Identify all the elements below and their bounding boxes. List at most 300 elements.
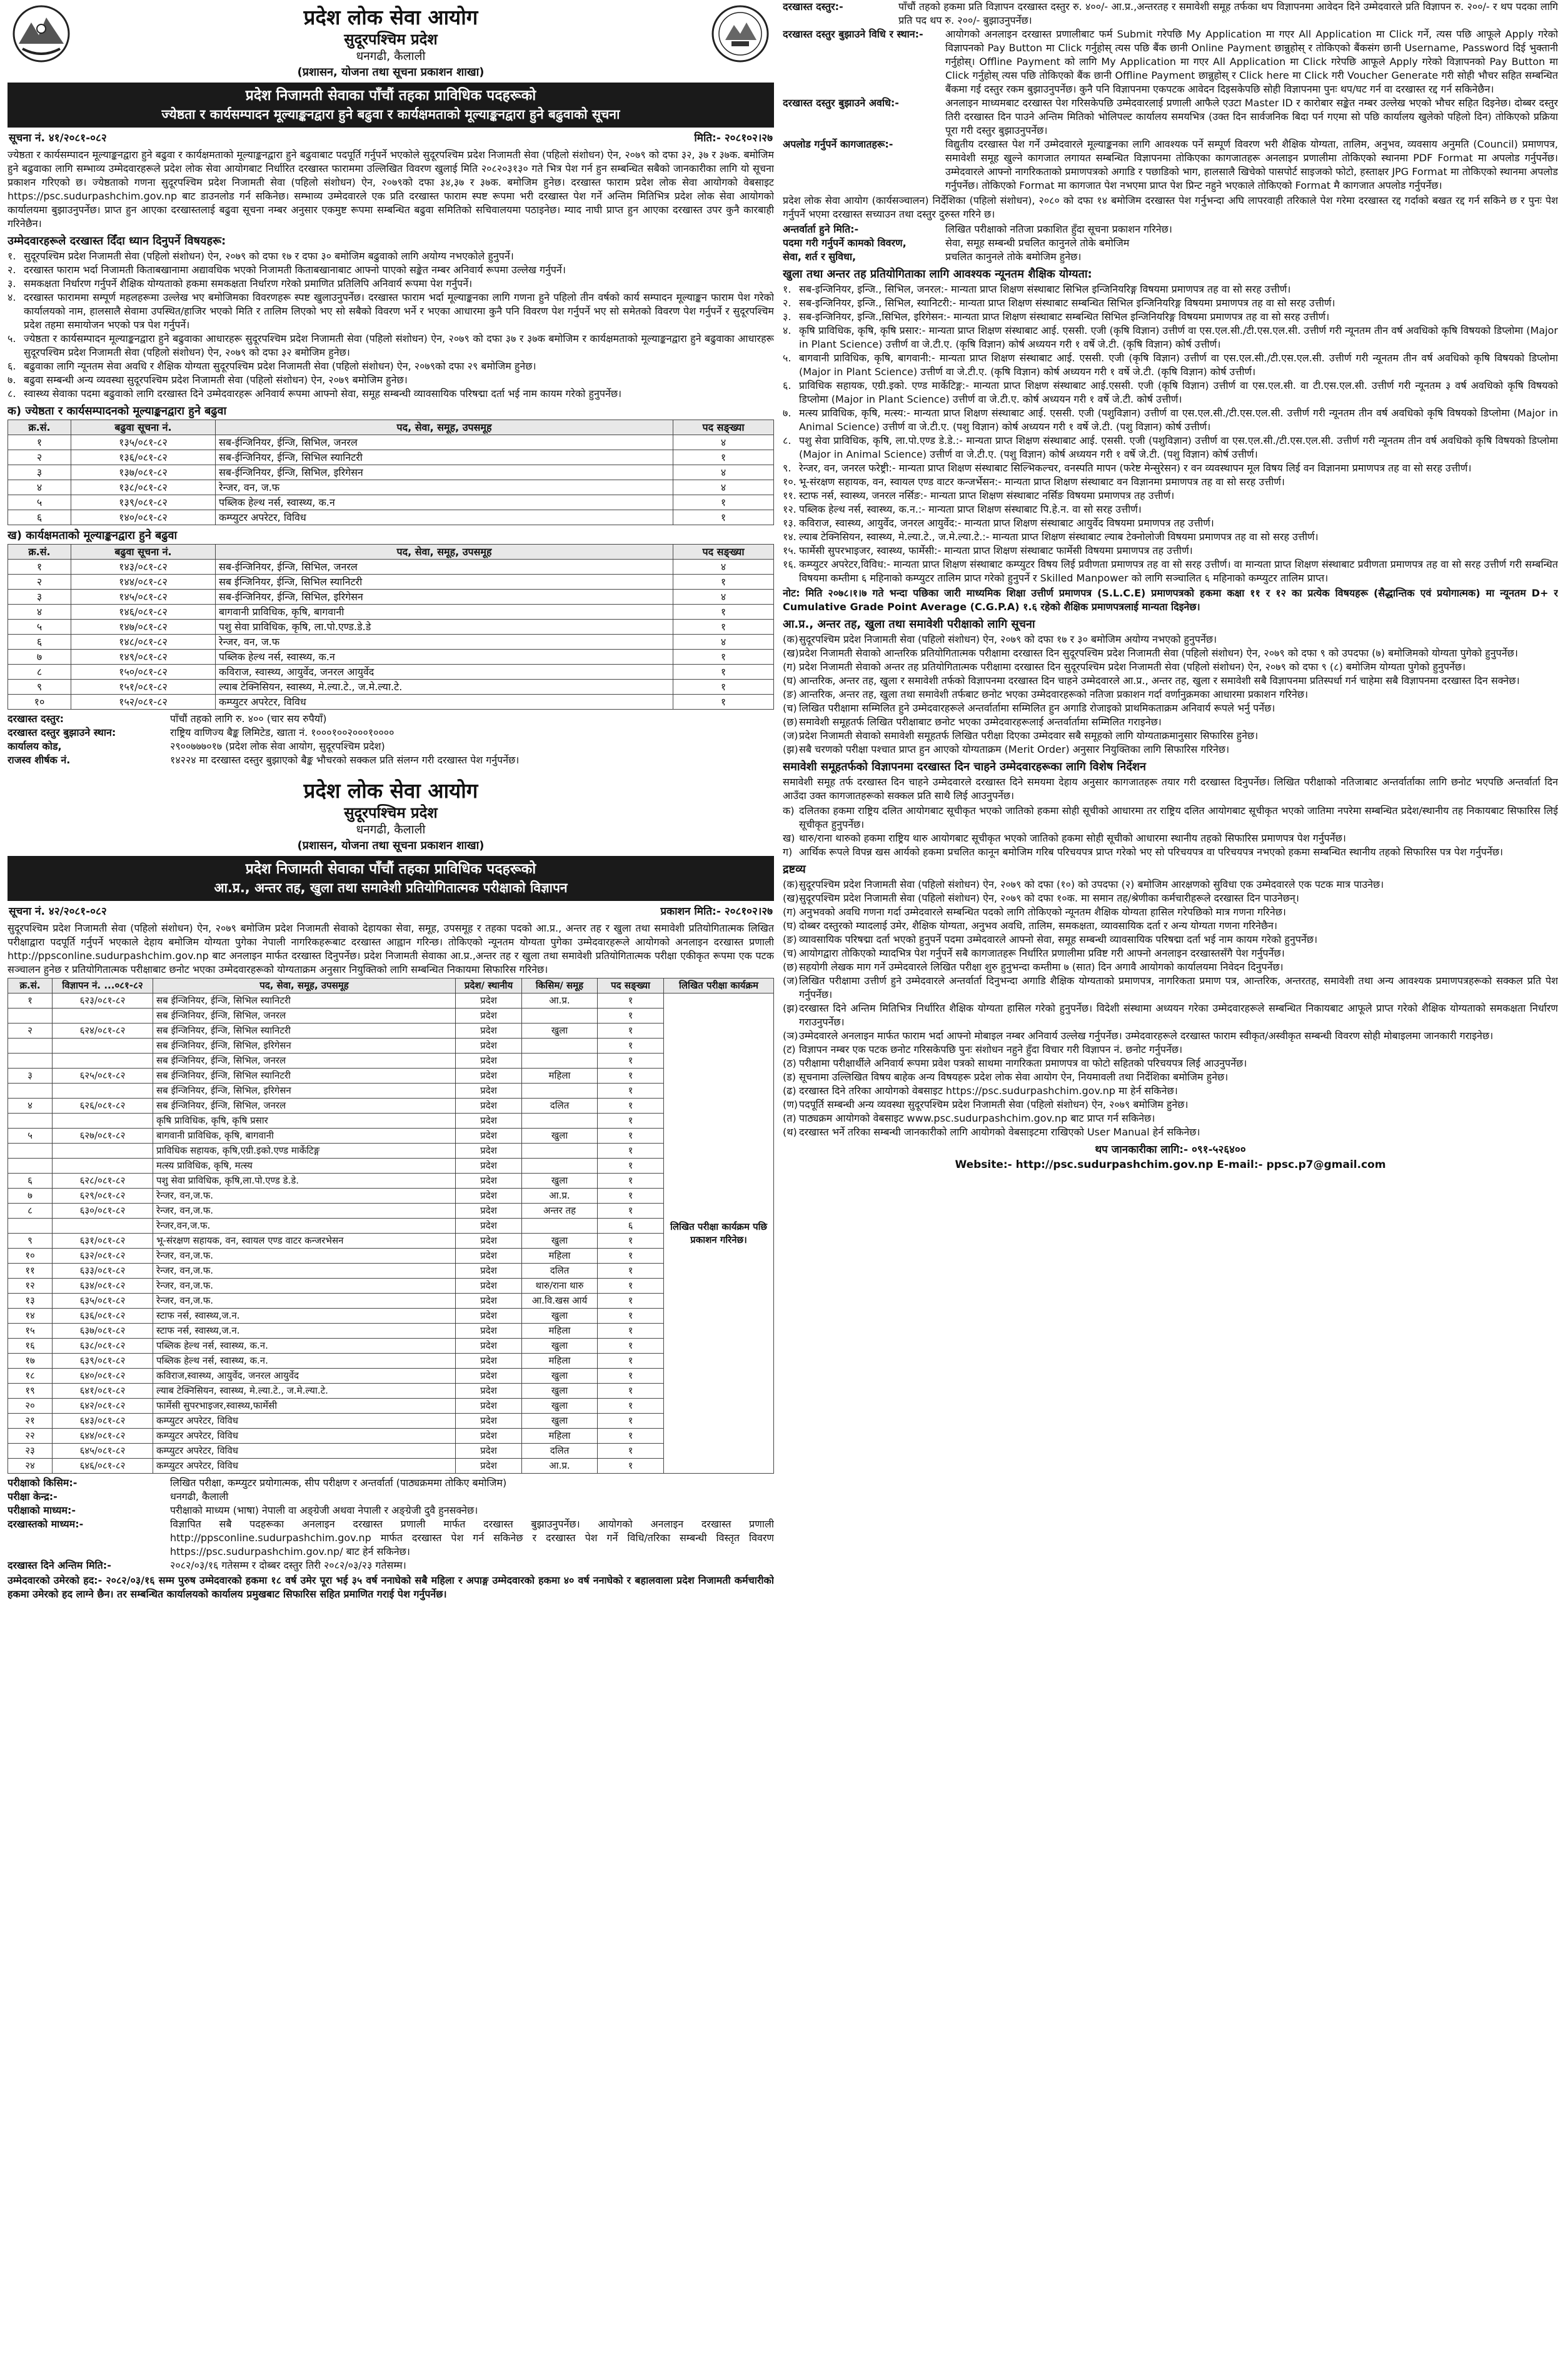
table-cell: खुला — [522, 1024, 598, 1039]
payment-window-text: अनलाइन माध्यमबाट दरखास्त पेश गरिसकेपछि उम्मेदवारलाई प्रणाली आफैले एउटा Master ID र कारोबार सङ्केत नम्बर उल्लेख भएको भौचर सहित दिइनेछ। दोब्बर दस्तुर तिरी दरखास्त दिन पाउने अन्तिम मितिको भोलिपल्ट कार्यालय समयभित्र (उक्त दिन सार्वजनिक बिदा पर्न गएमा सो पछि कार्यालय खुलेको पहिलो दिन) तोकिएको प्रक्रिया पूरा गरी दस्तुर बुझाउनुपर्नेछ। — [945, 97, 1558, 136]
table-header-cell: क्र.सं. — [8, 420, 71, 435]
inclusive-item — [783, 660, 1558, 674]
table-header-cell: पद, सेवा, समूह, उपसमूह — [216, 420, 673, 435]
table-cell: खुला — [522, 1339, 598, 1354]
table-cell: १ — [598, 1099, 664, 1114]
table-cell: भू-संरक्षण सहायक, वन, स्वायल एण्ड वाटर कन्जरभेसन — [153, 1234, 456, 1249]
terms-label: सेवा, शर्त र सुविधा, — [783, 251, 857, 263]
table-header-cell: किसिम/ समूह — [522, 978, 598, 993]
table-cell: ५ — [8, 495, 71, 510]
fee-info-row — [8, 726, 774, 740]
table-cell: आ.वि.खस आर्य — [522, 1294, 598, 1309]
office-location-2: धनगढी, कैलाली — [356, 823, 426, 837]
kv-value: धनगढी, कैलाली — [170, 1491, 229, 1502]
table-cell: सब ईन्जिनियर, ईन्जि, सिभिल स्यानिटरी — [153, 993, 456, 1008]
table-row — [8, 1084, 774, 1099]
table-header-cell: पद सङ्ख्या — [673, 545, 774, 560]
inclusive-heading: आ.प्र., अन्तर तह, खुला तथा समावेशी परीक्षाको लागि सूचना — [783, 618, 1035, 631]
table-header-cell: विज्ञापन नं. ...०८१-८२ — [53, 978, 153, 993]
list-number: (ण) — [783, 1099, 798, 1110]
table-cell: १ — [673, 575, 774, 590]
fee-row — [783, 0, 1558, 28]
table-cell: ९ — [8, 680, 71, 695]
table-row — [8, 993, 774, 1008]
table-row — [8, 1279, 774, 1294]
list-text: लिखित परीक्षामा सम्मिलित हुने उम्मेदवारहरूले अन्तर्वार्तामा सम्मिलित हुन अगाडि रोजाइको प्राथमिकताक्रम अनिवार्य रूपले भर्नु पर्नेछ। — [799, 702, 1275, 714]
qualification-item — [783, 434, 1558, 461]
inclusive-item — [783, 729, 1558, 743]
kv-label: दरखास्त दिने अन्तिम मिति:- — [8, 1559, 111, 1571]
fee-info-row — [8, 753, 774, 767]
kv-value: पाँचौं तहको लागि रु. ४०० (चार सय रुपैयाँ) — [170, 713, 327, 725]
table-cell: ६४३/०८१-८२ — [53, 1414, 153, 1429]
list-number: (ङ) — [783, 688, 797, 700]
table-cell: ४ — [673, 435, 774, 450]
table-cell: बागवानी प्राविधिक, कृषि, बागवानी — [216, 605, 673, 620]
qualification-item — [783, 324, 1558, 351]
table-cell — [53, 1008, 153, 1024]
table-cell: ६३२/०८१-८२ — [53, 1249, 153, 1264]
notes-list — [783, 878, 1558, 1139]
table-cell: आ.प्र. — [522, 1459, 598, 1474]
list-number: ३. — [783, 311, 792, 323]
age-limit-note: उम्मेदवारको उमेरको हद:- २०८२/०३/१६ सम्म पुरुष उम्मेदवारको हकमा १८ वर्ष उमेर पूरा भई ३५ वर्ष ननाघेको सबै महिला र अपाङ्ग उम्मेदवारको हकमा ४० वर्ष ननाघेको र बहालवाला प्रदेश निजामती कर्मचारीको हकमा उमेरको हद लाग्ने छैन। तर सम्बन्धित कार्यालयको कार्यालय प्रमुखबाट सिफारिस सहित प्रमाणित गराई पेश गर्नुपर्नेछ। — [8, 1574, 774, 1600]
table-cell: १३८/०८१-८२ — [71, 480, 216, 495]
list-text: दरखास्त भर्ने तरिका सम्बन्धी जानकारीको लागि आयोगको वेबसाइटमा राखिएको User Manual हेर्न सकिनेछ। — [799, 1126, 1200, 1138]
note-item — [783, 1112, 1558, 1125]
list-text: सुदूरपश्चिम प्रदेश निजामती सेवा (पहिलो संशोधन) ऐन, २०७९ को दफा १७ र ३० बमोजिम अयोग्य नभएको हुनुपर्नेछ। — [799, 633, 1217, 645]
table-cell: प्रदेश — [456, 1279, 522, 1294]
table-row — [8, 1309, 774, 1324]
table-cell: १ — [598, 1174, 664, 1189]
table-cell: प्रदेश — [456, 1324, 522, 1339]
table-cell: १० — [8, 695, 71, 710]
table-header-cell: लिखित परीक्षा कार्यक्रम — [664, 978, 774, 993]
table-cell: रेन्जर, वन, ज.फ — [216, 635, 673, 650]
table-cell: २ — [8, 1024, 53, 1039]
table-cell: पशु सेवा प्राविधिक, कृषि, ला.पो.एण्ड.डे.डे — [216, 620, 673, 635]
table-cell: ६४६/०८१-८२ — [53, 1459, 153, 1474]
table-cell: ६३५/०८१-८२ — [53, 1294, 153, 1309]
qualification-item — [783, 379, 1558, 406]
kv-label: राजस्व शीर्षक नं. — [8, 754, 71, 766]
inclusive-directive-item — [783, 804, 1558, 832]
table-row — [8, 1369, 774, 1384]
table-cell: सब-ईन्जिनियर, ईन्जि, सिभिल, जनरल — [216, 560, 673, 575]
list-number: (ज) — [783, 975, 798, 987]
inclusive-item — [783, 702, 1558, 715]
table-row — [8, 1174, 774, 1189]
table-row — [8, 680, 774, 695]
table-row — [8, 465, 774, 480]
list-text: कृषि प्राविधिक, कृषि, कृषि प्रसार:- मान्यता प्राप्त शिक्षण संस्थाबाट आई. एससी. एजी (कृषि विज्ञान) उत्तीर्ण वा एस.एल.सी./टी.एस.एल.सी. उत्तीर्ण गरी न्यूनतम तीन वर्ष अवधिको कृषि विषयको डिप्लोमा (Major in Plant Science) उत्तीर्ण वा जे.टी.ए. (कृषि विज्ञान) कोर्ष अध्ययन गरी १ वर्षे जे.टी. (कृषि विज्ञान) कोर्ष उत्तीर्ण। — [799, 324, 1558, 350]
table-cell — [522, 1144, 598, 1159]
table-cell: प्रदेश — [456, 1084, 522, 1099]
table-cell: ३ — [8, 465, 71, 480]
qualification-item — [783, 544, 1558, 558]
notice-intro-2: सुदूरपश्चिम प्रदेश निजामती सेवा (पहिलो संशोधन) ऐन, २०७९ बमोजिम प्रदेश निजामती सेवाको देहायका सेवा, समूह, उपसमूह र तहका पदको आ.प्र., अन्तर तह र खुला तथा समावेशी प्रतियोगितात्मक लिखित परीक्षाद्वारा पदपूर्ति गर्नुपर्ने भएकाले देहाय बमोजिम योग्यता पुगेका नेपाली नागरिकहरूबाट दरखास्त आह्वान गरिन्छ। तोकिएको न्यूनतम योग्यता पुगेका उम्मेदवारहरूले आयोगको अनलाइन दरखास्त प्रणाली http://ppsconline.sudurpashchim.gov.np बाट अनलाइन मार्फत दरखास्त दिनुपर्नेछ। प्रदेश निजामती सेवाका आ.प्र.,अन्तर तह र खुला तथा समावेशी प्रतियोगितात्मक परीक्षा एकीकृत रूपमा एक पटक सञ्चालन हुनेछ र प्रतियोगितात्मक परीक्षाबाट छनोट भएका उम्मेदवारहरूको योग्यताक्रम अनुसार नियुक्तिको लागि सम्बन्धित निकायमा सिफारिस गरिनेछ। — [8, 922, 774, 975]
list-number: (च) — [783, 947, 797, 959]
qualification-item — [783, 516, 1558, 530]
table-cell: महिला — [522, 1324, 598, 1339]
table-row — [8, 1264, 774, 1279]
table-cell: १ — [598, 1084, 664, 1099]
table-cell — [522, 1008, 598, 1024]
table-cell: १ — [673, 620, 774, 635]
table-cell: ४ — [673, 635, 774, 650]
list-text: प्रदेश निजामती सेवाको आन्तरिक प्रतियोगितात्मक परीक्षामा दरखास्त दिन सुदूरपश्चिम प्रदेश निजामती सेवा (पहिलो संशोधन) ऐन, २०७९ को दफा ९ को उपदफा (७) बमोजिमको योग्यता पुगेको हुनुपर्नेछ। — [799, 647, 1518, 659]
notes-heading: द्रष्टव्य — [783, 863, 806, 876]
list-number: ८. — [8, 388, 16, 400]
note-item — [783, 933, 1558, 947]
table-cell: १४९/०८१-८२ — [71, 650, 216, 665]
table-cell: १४६/०८१-८२ — [71, 605, 216, 620]
header-block-2 — [8, 773, 774, 853]
table-cell: कम्प्युटर अपरेटर, विविध — [153, 1429, 456, 1444]
table-cell: १ — [8, 993, 53, 1008]
kv-label: कार्यालय कोड, — [8, 740, 62, 752]
table-cell: १ — [673, 695, 774, 710]
band-line-1: प्रदेश निजामती सेवाका पाँचौं तहका प्राविधिक पदहरूको — [245, 88, 536, 104]
list-text: सबै चरणको परीक्षा पश्चात प्राप्त हुन आएको योग्यताक्रम (Merit Order) अनुसार नियुक्तिका लागि सिफारिस गरिनेछ। — [799, 743, 1230, 755]
table-cell: २१ — [8, 1414, 53, 1429]
payment-window-row — [783, 96, 1558, 138]
table-cell: १९ — [8, 1384, 53, 1399]
table-cell — [53, 1084, 153, 1099]
table-cell: ६२७/०८१-८२ — [53, 1129, 153, 1144]
table-cell: २ — [8, 575, 71, 590]
list-text: दरखास्त दिने तरिका आयोगको वेबसाइट https://psc.sudurpashchim.gov.np मा हेर्न सकिनेछ। — [799, 1085, 1178, 1097]
table-row — [8, 1144, 774, 1159]
header-block-1 — [8, 0, 774, 80]
interview-row — [783, 223, 1558, 236]
table-cell: सब-ईन्जिनियर, ईन्जि, सिभिल, इरिगेसन — [216, 590, 673, 605]
table-cell: आ.प्र. — [522, 993, 598, 1008]
table-cell: खुला — [522, 1414, 598, 1429]
exam-info-row — [8, 1476, 774, 1490]
table-row — [8, 605, 774, 620]
table-cell: १ — [673, 495, 774, 510]
terms-text: प्रचलित कानुनले तोके बमोजिम हुनेछ। — [945, 251, 1082, 263]
list-number: (ढ) — [783, 1085, 797, 1097]
table-cell: १ — [598, 1114, 664, 1129]
list-number: १३. — [783, 517, 797, 529]
table-cell: पब्लिक हेल्थ नर्स, स्वास्थ्य, क.न — [216, 495, 673, 510]
table-cell — [53, 1054, 153, 1069]
table-cell: सब-ईन्जिनियर, ईन्जि, सिभिल, जनरल — [216, 435, 673, 450]
table-cell: ६३१/०८१-८२ — [53, 1234, 153, 1249]
upload-docs-text: विद्युतीय दरखास्त पेश गर्ने उम्मेदवारले मूल्याङ्कनका लागि आवश्यक पर्ने सम्पूर्ण विवरण भरी शैक्षिक योग्यता, तालिम, अनुभव, व्यवसाय अनुमति (Council) प्रमाणपत्र, समावेशी समूह खुल्ने कागजात लगायत सम्बन्धित विज्ञापनमा तोकिएका कागजातहरू अनलाइन प्रणालीमा तोकिएको स्थानमा PDF Format मा अपलोड गर्नुपर्नेछ। उम्मेदवारले आफ्नो नागरिकताको प्रमाणपत्रको अगाडि र पछाडिको भाग, हालसालै खिचेको पासपोर्ट साइजको फोटो, हस्ताक्षर JPG Format मा तोकिएको स्थानमा अपलोड गर्नुपर्नेछ। तोकिएको Format मा कागजात पेश नभएमा प्राप्त पेश प्रिन्ट नहुने भएकाले तोकिएको Format मै कागजात अपलोड गर्नुपर्नेछ। — [945, 138, 1558, 191]
list-number: ९. — [783, 462, 792, 474]
duty-row — [783, 236, 1558, 250]
grade-note: नोट: मिति २०७८।१।७ गते भन्दा पछिका जारी माध्यमिक शिक्षा उत्तीर्ण प्रमाणपत्र (S.L.C.E) प्रमाणपत्रको हकमा कक्षा ११ र १२ का प्रत्येक विषयहरू (सैद्धान्तिक एवं प्रयोगात्मक) मा न्यूनतम D+ र Cumulative Grade Point Average (C.G.P.A) १.६ रहेको शैक्षिक प्रमाणपत्रलाई मान्यता दिइनेछ। — [783, 587, 1558, 613]
list-text: सब-इन्जिनियर, इन्जि., सिभिल, स्यानिटरी:- मान्यता प्राप्त शिक्षण संस्थाबाट सम्बन्धित सिभिल इन्जिनियरिङ्ग विषयमा प्रमाणपत्र तह वा सो सरह उत्तीर्ण। — [799, 297, 1335, 309]
table-cell — [8, 1114, 53, 1129]
table-header-cell: पद, सेवा, समूह, उपसमूह — [153, 978, 456, 993]
attention-item — [8, 360, 774, 373]
table-cell: १ — [598, 1054, 664, 1069]
table-cell — [8, 1039, 53, 1054]
table-cell: ३ — [8, 1069, 53, 1084]
list-text: ज्येष्ठता र कार्यसम्पादन मूल्याङ्कनद्वारा हुने बढुवाका आधारहरू सुदूरपश्चिम प्रदेश निजामती सेवा (पहिलो संशोधन) ऐन, २०७९ को दफा ३७ र ३७क बमोजिम र कार्यक्षमताको मूल्याङ्कनद्वारा हुने बढुवाका आधारहरू सुदूरपश्चिम प्रदेश निजामती सेवा (पहिलो संशोधन) ऐन, २०७९ को दफा ३२ बमोजिम हुनेछ। — [24, 333, 774, 358]
terms-row — [783, 250, 1558, 264]
table-cell: सब ईन्जिनियर, ईन्जि, सिभिल, जनरल — [153, 1008, 456, 1024]
kv-value: राष्ट्रिय वाणिज्य बैङ्क लिमिटेड, खाता नं. १०००१००२०००१०००० — [170, 727, 395, 738]
list-text: लिखित परीक्षामा उत्तीर्ण हुने उम्मेदवारले अन्तर्वार्ता दिनुभन्दा अगाडि शैक्षिक योग्यताको प्रमाणपत्र, नागरिकता प्रमाण पत्र, आन्तरिक, अन्तरतह, समावेशी तथा अन्य आवश्यक प्रमाणपत्रहरूको सक्कल प्रति पेश गर्नुपर्नेछ। — [799, 975, 1558, 1000]
table-cell — [53, 1144, 153, 1159]
table-cell: प्रदेश — [456, 1309, 522, 1324]
table-cell: १ — [598, 1264, 664, 1279]
table-cell: कविराज, स्वास्थ्य, आयुर्वेद, जनरल आयुर्वेद — [216, 665, 673, 680]
table-cell: १ — [8, 560, 71, 575]
list-number: ३. — [8, 278, 16, 289]
list-text: दोब्बर दस्तुरको म्यादलाई उमेर, शैक्षिक योग्यता, अनुभव अवधि, तालिम, समकक्षता, व्यावसायिक दर्ता र अन्य योग्यता गणना गरिनेछैन। — [799, 920, 1278, 932]
table-cell: प्रदेश — [456, 1219, 522, 1234]
list-number: २. — [783, 297, 792, 309]
table-cell: १ — [673, 680, 774, 695]
table-cell: १ — [673, 605, 774, 620]
exam-info-row — [8, 1504, 774, 1517]
list-text: बढुवाका लागि न्यूनतम सेवा अवधि र शैक्षिक योग्यता सुदूरपश्चिम प्रदेश निजामती सेवा (पहिलो संशोधन) ऐन, २०७९को दफा २९ बमोजिम हुनेछ। — [24, 360, 536, 372]
table-cell: प्रदेश — [456, 1024, 522, 1039]
list-number: (क) — [783, 878, 798, 890]
table-cell: कम्प्युटर अपरेटर, विविध — [153, 1444, 456, 1459]
table-cell: ४ — [8, 605, 71, 620]
table-cell: रेन्जर, वन,ज.फ. — [153, 1279, 456, 1294]
attention-item — [8, 332, 774, 360]
list-text: विज्ञापन नम्बर एक पटक छनोट गरिसकेपछि पुनः संशोधन नहुने हुँदा विचार गरी विज्ञापन नं. छनोट गर्नुपर्नेछ। — [799, 1044, 1183, 1055]
directive-text: प्रदेश लोक सेवा आयोग (कार्यसञ्चालन) निर्देशिका (पहिलो संशोधन), २०८० को दफा १४ बमोजिम दरखास्त पेश गर्नुभन्दा अघि लापरवाही तरिकाले पेश गरेमा दरखास्त रद्द गर्दाको बखत रद्द गर्न सकिने छ र पुनः पेश गर्नुपर्ने भएमा दरखास्त सच्याउन तथा दस्तुर दुरुस्त गरिने छ। — [783, 194, 1558, 220]
table-cell: कृषि प्राविधिक, कृषि, कृषि प्रसार — [153, 1114, 456, 1129]
list-text: आन्तरिक, अन्तर तह, खुला तथा समावेशी तर्फबाट छनोट भएका उम्मेदवारहरूको नतिजा प्रकाशन गर्दा वर्णानुक्रमका आधारमा प्रकाशन गरिनेछ। — [799, 688, 1309, 700]
table-cell: ६३९/०८१-८२ — [53, 1354, 153, 1369]
table-cell: प्रदेश — [456, 1444, 522, 1459]
qualification-item — [783, 558, 1558, 585]
table-row — [8, 635, 774, 650]
table-cell — [8, 1144, 53, 1159]
table-cell: ६३८/०८१-८२ — [53, 1339, 153, 1354]
table-cell: प्रदेश — [456, 1249, 522, 1264]
table-cell: १३६/०८१-८२ — [71, 450, 216, 465]
table-cell — [8, 1084, 53, 1099]
table-cell: १ — [8, 435, 71, 450]
fee-text: पाँचौं तहको हकमा प्रति विज्ञापन दरखास्त दस्तुर रु. ४००/- आ.प्र.,अन्तरतह र समावेशी समूह तर्फका थप विज्ञापनमा आवेदन दिने उम्मेदवारले प्रति विज्ञापन रु. २००/- र थप पदका लागि प्रति पद थप रु. २००/- बुझाउनुपर्नेछ। — [898, 1, 1558, 26]
list-text: कविराज, स्वास्थ्य, आयुर्वेद, जनरल आयुर्वेद:- मान्यता प्राप्त शिक्षण संस्थाबाट आयुर्वेद विषयमा प्रमाणपत्र तह उत्तीर्ण। — [799, 517, 1214, 529]
table-cell: सब ईन्जिनियर, ईन्जि, सिभिल, जनरल — [153, 1054, 456, 1069]
table-cell — [53, 1039, 153, 1054]
upload-docs-row — [783, 138, 1558, 193]
inclusive-item — [783, 674, 1558, 688]
table-cell: खुला — [522, 1399, 598, 1414]
list-text: समकक्षता निर्धारण गर्नुपर्ने शैक्षिक योग्यताको हकमा समकक्षता निर्धारण गरेको प्रमाणित प्रतिलिपि अनिवार्य रूपमा पेश गर्नुपर्ने। — [24, 278, 473, 289]
list-text: पब्लिक हेल्थ नर्स, स्वास्थ्य, क.न.:- मान्यता प्राप्त शिक्षण संस्थाबाट पि.हे.न. वा सो सरह उत्तीर्ण। — [799, 503, 1142, 515]
table-cell: ६४०/०८१-८२ — [53, 1369, 153, 1384]
list-text: प्राविधिक सहायक, एग्री.इको. एण्ड मार्केटिङ्ग:- मान्यता प्राप्त शिक्षण संस्थाबाट आई.एससी. एजी (कृषि विज्ञान) उत्तीर्ण वा एस.एल.सी. वा टी.एस.एल.सी. उत्तीर्ण गरी न्यूनतम ३ वर्ष अवधिको कृषि विषयको डिप्लोमा (Major in Plant Science) उत्तीर्ण वा जे.टी.ए. कोर्ष अध्ययन गरी १ वर्षे जे.टी. कोर्ष उत्तीर्ण। — [799, 380, 1558, 405]
list-number: (छ) — [783, 961, 798, 973]
table-row — [8, 1099, 774, 1114]
table-cell: ४ — [8, 1099, 53, 1114]
list-number: २. — [8, 264, 16, 276]
qualification-item — [783, 475, 1558, 489]
list-number: १२. — [783, 503, 797, 515]
table-cell: ६३३/०८१-८२ — [53, 1264, 153, 1279]
exam-info-row — [8, 1490, 774, 1504]
table-cell: प्रदेश — [456, 1114, 522, 1129]
list-text: स्वास्थ्य सेवाका पदमा बढुवाको लागि दरखास्त दिने उम्मेदवारहरू अनिवार्य रूपमा आफ्नो सेवा, समूह सम्बन्धी व्यावसायिक परिषद्मा दर्ता भई नाम कायम गरेको हुनुपर्नेछ। — [24, 388, 622, 400]
list-text: सब-इन्जिनियर, इन्जि.,सिभिल, इरिगेसन:- मान्यता प्राप्त शिक्षण संस्थाबाट सम्बन्धित सिभिल इन्जिनियरिङ्ग विषयमा प्रमाणपत्र तह वा सो सरह उत्तीर्ण। — [799, 311, 1330, 323]
list-number: १. — [783, 283, 792, 295]
table-cell: पब्लिक हेल्थ नर्स, स्वास्थ्य, क.न — [216, 650, 673, 665]
qualification-item — [783, 310, 1558, 324]
table-row — [8, 1429, 774, 1444]
kv-label: दरखास्त दस्तुर बुझाउने स्थान: — [8, 727, 116, 738]
table-cell: १४४/०८१-८२ — [71, 575, 216, 590]
notice-date: मिति:- २०८१०२।२७ — [694, 132, 773, 144]
table-cell: ६ — [8, 635, 71, 650]
note-item — [783, 1057, 1558, 1070]
list-number: ४. — [783, 324, 792, 336]
table-cell: सब ईन्जिनियर, ईन्जि, सिभिल, इरिगेसन — [153, 1039, 456, 1054]
table-cell: १५२/०८१-८२ — [71, 695, 216, 710]
notice-number-row-1 — [8, 128, 774, 147]
table-cell: १ — [598, 1234, 664, 1249]
qualification-heading: खुला तथा अन्तर तह प्रतियोगिताका लागि आवश्यक न्यूनतम शैक्षिक योग्यता: — [783, 268, 1092, 281]
exam-schedule-note: लिखित परीक्षा कार्यक्रम पछि प्रकाशन गरिनेछ। — [664, 993, 774, 1474]
table-cell: ६२५/०८१-८२ — [53, 1069, 153, 1084]
inclusive-directive-item — [783, 845, 1558, 859]
list-text: रेन्जर, वन, जनरल फरेष्ट्री:- मान्यता प्राप्त शिक्षण संस्थाबाट सिल्भिकल्चर, वनस्पति मापन (फरेष्ट मेन्सुरेसन) र वन व्यवस्थापन मूल विषय लिई वन विज्ञानमा प्रमाणपत्र तह वा सो सरह उत्तीर्ण। — [799, 462, 1472, 474]
exam-info-block — [8, 1476, 774, 1572]
table-cell: प्रदेश — [456, 1054, 522, 1069]
list-text: सुदूरपश्चिम प्रदेश निजामती सेवा (पहिलो संशोधन) ऐन, २०७९ को दफा १७ र दफा ३० बमोजिम बढुवाको लागि अयोग्य नभएकोले हुनुपर्ने। — [24, 250, 514, 262]
table-row — [8, 1294, 774, 1309]
table-cell: ७ — [8, 650, 71, 665]
exam-info-row — [8, 1559, 774, 1572]
table-cell: १ — [598, 1384, 664, 1399]
table-cell: स्टाफ नर्स, स्वास्थ्य,ज.न. — [153, 1324, 456, 1339]
inclusive-directive-item — [783, 832, 1558, 845]
list-number: १०. — [783, 476, 797, 488]
table-cell: ४ — [673, 560, 774, 575]
table-row — [8, 450, 774, 465]
note-item — [783, 919, 1558, 933]
table-a-caption: क) ज्येष्ठता र कार्यसम्पादनको मूल्याङ्कनद्वारा हुने बढुवा — [8, 405, 227, 418]
table-cell: प्रदेश — [456, 1008, 522, 1024]
table-cell: ६२६/०८१-८२ — [53, 1099, 153, 1114]
list-text: दरखास्त फाराममा सम्पूर्ण महलहरूमा उल्लेख भए बमोजिमका विवरणहरू स्पष्ट खुलाउनुपर्नेछ। दरखास्त फाराम भर्दा मूल्याङ्कनका लागि गणना हुने पहिलो तीन वर्षको कार्य सम्पादन मूल्याङ्कन फाराम पेश गरेको कार्यालयको नाम, हालसालै सेवामा उपस्थित/हाजिर भएको मिति र तालिम लिएको भए सो सबैको विवरण भर्ने र भएका आधारमा कुनै पनि विवरण पेश गर्नुपर्ने भए सो समेतको विवरण पेश गर्नुपर्ने र सुदूरपश्चिम प्रदेश तहमा समायोजन भएको पत्र पेश गर्नुपर्ने। — [24, 291, 774, 331]
table-cell: ७ — [8, 1189, 53, 1204]
interview-label: अन्तर्वार्ता हुने मिति:- — [783, 223, 859, 235]
table-cell: प्रदेश — [456, 1264, 522, 1279]
fee-info-row — [8, 712, 774, 726]
table-cell: १ — [598, 1069, 664, 1084]
kv-value: १४२२४ मा दरखास्त दस्तुर बुझाएको बैङ्क भौचरको सक्कल प्रति संलग्न गरी दरखास्त पेश गर्नुपर्नेछ। — [170, 754, 520, 766]
table-cell: बागवानी प्राविधिक, कृषि, बागवानी — [153, 1129, 456, 1144]
list-text: सहयोगी लेखक माग गर्ने उम्मेदवारले लिखित परीक्षा शुरु हुनुभन्दा कम्तीमा ७ (सात) दिन अगावै आयोगको कार्यालयमा निवेदन दिनुपर्नेछ। — [799, 961, 1284, 973]
table-cell: ६३६/०८१-८२ — [53, 1309, 153, 1324]
table-cell: १ — [598, 1309, 664, 1324]
notice-intro-1: ज्येष्ठता र कार्यसम्पादन मूल्याङ्कनद्वारा हुने बढुवा र कार्यक्षमताको मूल्याङ्कनद्वारा हुने बढुवाबाट पदपूर्ति गर्नुपर्ने भएकोले सुदूरपश्चिम प्रदेश निजामती सेवा (पहिलो संशोधन) ऐन, २०७९ को दफा ३२, ३७ र ३७क. बमोजिम हुने बढुवाका लागि सम्भाव्य उम्मेदवारहरूले प्रदेश लोक सेवा आयोगबाट निर्धारित दरखास्त फाराममा उल्लिखित विवरण खुलाई मिति २०८२०३१३० गते भित्र पेश गर्न हुन सम्बन्धित सबैको जानकारीका लागि यो सूचना प्रकाशन गरिएको छ। ज्येष्ठताको गणना सुदूरपश्चिम प्रदेश निजामती सेवा (पहिलो संशोधन) ऐन, २०७९को दफा ३४,३७ र ३७क. बमोजिम हुनेछ। दरखास्त फाराम प्रदेश लोक सेवा आयोगको वेबसाइट https://psc.sudurpashchim.gov.np बाट डाउनलोड गर्न सकिनेछ। सम्भाव्य उम्मेदवारले एक प्रति दरखास्त फाराम स्पष्ट रूपमा भरी दरखास्त पेश गर्ने अन्तिम मितिभित्र प्रदेश लोक सेवा आयोगको कार्यालयमा बुझाउनुपर्नेछ। प्राप्त हुन आएका दरखास्तलाई बढुवा सूचना नम्बर अनुसार एकमुष्ट रूपमा सम्बन्धित बढुवा समितिको सचिवालयमा पठाइनेछ। म्याद नाघी प्राप्त हुन आएका दरखास्त उपर कुनै कारबाही गरिनेछैन। — [8, 149, 774, 229]
table-cell: १८ — [8, 1369, 53, 1384]
qualification-item — [783, 530, 1558, 544]
table-cell — [522, 1114, 598, 1129]
list-text: भू-संरक्षण सहायक, वन, स्वायल एण्ड वाटर कन्जर्भेसन:- मान्यता प्राप्त शिक्षण संस्थाबाट वन विज्ञानमा प्रमाणपत्र तह वा सो सरह उत्तीर्ण। — [799, 476, 1285, 488]
inclusive-item — [783, 688, 1558, 702]
table-cell: प्रदेश — [456, 1459, 522, 1474]
attention-item — [8, 277, 774, 291]
band-line-2: ज्येष्ठता र कार्यसम्पादन मूल्याङ्कनद्वारा हुने बढुवा र कार्यक्षमताको मूल्याङ्कनद्वारा हुने बढुवाको सूचना — [161, 107, 620, 122]
kv-label: परीक्षा केन्द्र:- — [8, 1491, 58, 1502]
table-cell: १ — [598, 1129, 664, 1144]
list-number: ६. — [783, 380, 792, 391]
table-cell: प्रदेश — [456, 1294, 522, 1309]
table-cell: ६३७/०८१-८२ — [53, 1324, 153, 1339]
branch-name: (प्रशासन, योजना तथा सूचना प्रकाशन शाखा) — [297, 66, 485, 79]
list-text: परीक्षामा परीक्षार्थीले अनिवार्य रूपमा प्रवेश पत्रको साथमा नागरिकता प्रमाणपत्र वा फोटो सहितको परिचयपत्र लिई आउनुपर्नेछ। — [799, 1057, 1247, 1069]
table-cell: ६४४/०८१-८२ — [53, 1429, 153, 1444]
table-cell: प्रदेश — [456, 1204, 522, 1219]
table-cell: २३ — [8, 1444, 53, 1459]
table-cell: १ — [673, 650, 774, 665]
list-text: कम्प्युटर अपरेटर,विविध:- मान्यता प्राप्त शिक्षण संस्थाबाट कम्प्युटर विषय लिई प्रवीणता प्रमाणपत्र तह वा सो सरह उत्तीर्ण। वा मान्यता प्राप्त शिक्षण संस्थाबाट प्रवीणता प्रमाणपत्र तह वा सो सरह उत्तीर्ण गरी सम्बन्धित विषयमा कम्तीमा ६ महिनाको कम्प्युटर तालिम प्राप्त गरेको हुनुपर्ने र Skilled Manpower को लागि सञ्चालित ६ महिनाको कम्प्युटर तालिम प्राप्त। — [799, 558, 1558, 584]
list-number: (त) — [783, 1112, 797, 1124]
table-row — [8, 1324, 774, 1339]
table-cell: १५ — [8, 1324, 53, 1339]
table-row — [8, 495, 774, 510]
list-text: सूचनामा उल्लिखित विषय बाहेक अन्य विषयहरू प्रदेश लोक सेवा आयोग ऐन, नियमावली तथा निर्देशिका बमोजिम हुनेछ। — [799, 1071, 1229, 1083]
table-cell: पब्लिक हेल्थ नर्स, स्वास्थ्य, क.न. — [153, 1354, 456, 1369]
table-cell: रेन्जर, वन,ज.फ. — [153, 1264, 456, 1279]
note-item — [783, 1098, 1558, 1112]
table-cell: खुला — [522, 1369, 598, 1384]
list-text: दरखास्त दिने अन्तिम मितिभित्र निर्धारित शैक्षिक योग्यता हासिल गरेको हुनुपर्नेछ। विदेशी संस्थामा अध्ययन गरेका उम्मेदवारहरूले सम्बन्धित निकायबाट आफूले प्राप्त गरेको शैक्षिक योग्यताको समकक्षता निर्धारण गराउनुपर्नेछ। — [799, 1002, 1558, 1028]
table-header-cell: क्र.सं. — [8, 545, 71, 560]
kv-label: दरखास्त दस्तुर: — [8, 713, 64, 725]
nepal-emblem-icon — [10, 4, 73, 64]
table-cell: ६ — [8, 1174, 53, 1189]
table-cell: २ — [8, 450, 71, 465]
kv-value: लिखित परीक्षा, कम्प्युटर प्रयोगात्मक, सीप परीक्षण र अन्तर्वार्ता (पाठ्यक्रममा तोकिए बमोजिम) — [170, 1477, 507, 1489]
table-cell: १३९/०८१-८२ — [71, 495, 216, 510]
table-cell: ६२८/०८१-८२ — [53, 1174, 153, 1189]
inclusive-item — [783, 646, 1558, 660]
table-row — [8, 1414, 774, 1429]
table-cell: १ — [598, 1339, 664, 1354]
table-cell: प्रदेश — [456, 1069, 522, 1084]
table-cell: प्रदेश — [456, 1144, 522, 1159]
list-number: क) — [783, 805, 795, 817]
table-row — [8, 1008, 774, 1024]
table-cell: २२ — [8, 1429, 53, 1444]
list-text: दरखास्त फाराम भर्दा निजामती किताबखानामा अद्यावधिक भएको निजामती किताबखानाबाट आफ्नो पाएको सङ्केत नम्बर अनिवार्य रूपमा उल्लेख गर्नुपर्ने। — [24, 264, 566, 276]
kv-label: परीक्षाको किसिम:- — [8, 1477, 78, 1489]
attention-item — [8, 291, 774, 332]
list-text: सुदूरपश्चिम प्रदेश निजामती सेवा (पहिलो संशोधन) ऐन, २०७९ को दफा (१०) को उपदफा (२) बमोजिम आरक्षणको सुविधा एक उम्मेदवारले एक पटक मात्र पाउनेछ। — [799, 878, 1384, 890]
table-cell: प्रदेश — [456, 1159, 522, 1174]
table-row — [8, 1204, 774, 1219]
table-cell: सब-ईन्जिनियर, ईन्जि, सिभिल स्यानिटरी — [216, 450, 673, 465]
table-header-cell: बढुवा सूचना नं. — [71, 420, 216, 435]
table-row — [8, 1399, 774, 1414]
table-cell: प्रदेश — [456, 1129, 522, 1144]
table-cell: १ — [598, 1399, 664, 1414]
table-cell — [522, 1159, 598, 1174]
list-number: (ङ) — [783, 933, 797, 945]
kv-label: परीक्षाको माध्यम:- — [8, 1504, 76, 1516]
note-item — [783, 1043, 1558, 1057]
table-row — [8, 1459, 774, 1474]
attention-item — [8, 373, 774, 387]
